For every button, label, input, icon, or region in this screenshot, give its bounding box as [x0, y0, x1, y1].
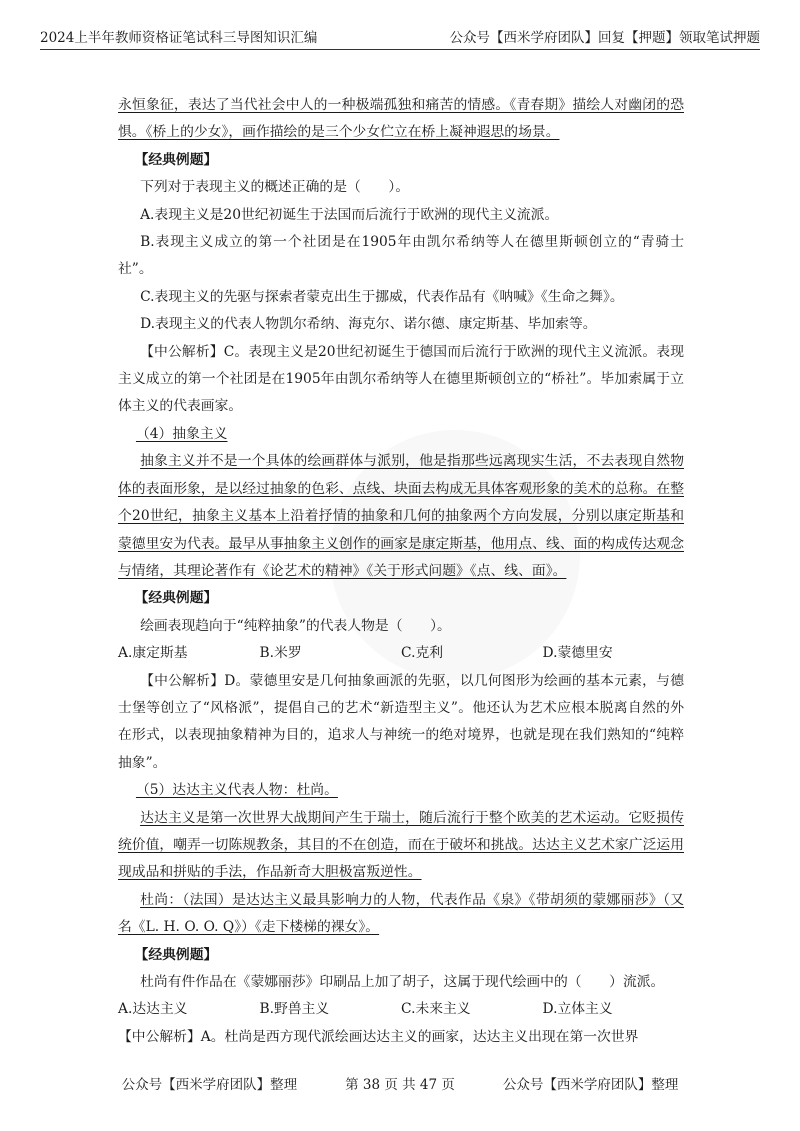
example1-analysis	[118, 339, 684, 421]
header-right: 公众号【西米学府团队】回复【押题】领取笔试押题	[449, 30, 760, 46]
example1-option-a: A.表现主义是20世纪初诞生于法国而后流行于欧洲的现代主义流派。	[140, 206, 559, 223]
example3-options	[118, 996, 684, 1023]
example2-option: A.康定斯基	[118, 645, 188, 662]
example2-option: B.米罗	[259, 645, 302, 662]
example-question-3: 杜尚有件作品在《蒙娜丽莎》印刷品上加了胡子，这属于现代绘画中的（ ）流派。	[140, 974, 665, 990]
section-4-title: （4）抽象主义	[135, 425, 228, 442]
example2-option: C.克利	[401, 645, 444, 662]
example-heading-1: 【经典例题】	[134, 151, 218, 168]
section-4-text: 抽象主义并不是一个具体的绘画群体与派别，他是指那些远离现实生活，不去表现自然物体的表面形象，是以经过抽象的色彩、点线、块面去构成无具体客观形象的美术的总称。在整个20世纪，抽象主义基本上沿着抒情的抽象和几何的抽象两个方向发展，分别以康定斯基和蒙德里安为代表。最早从事抽象主义创作的画家是康定斯基，他用点、线、面的构成传达观念与情绪，其理论著作有《论艺术的精神》《关于形式问题》《点、线、面》。	[118, 453, 684, 579]
page-number: 第 38 页 共 47 页	[345, 1077, 455, 1093]
footer-right: 公众号【西米学府团队】整理	[502, 1077, 679, 1093]
example2-option: D.蒙德里安	[542, 645, 613, 662]
section-5-text: 达达主义是第一次世界大战期间产生于瑞士，随后流行于整个欧美的艺术运动。它贬损传统价值，嘲弄一切陈规教条，其目的不在创造，而在于破坏和挑战。达达主义艺术家广泛运用现成品和拼贴的手法，作品新奇大胆极富叛逆性。	[118, 809, 684, 881]
section-5-title: （5）达达主义代表人物：杜尚。	[135, 782, 338, 799]
analysis-label: 【中公解析】	[140, 672, 225, 689]
example3-analysis	[118, 1024, 684, 1051]
duchamp-text: 杜尚：（法国）是达达主义最具影响力的人物，代表作品《泉》《带胡须的蒙娜丽莎》（又名《L. H. O. O. Q》）《走下楼梯的裸女》。	[118, 891, 684, 936]
example3-option: C.未来主义	[401, 1001, 471, 1018]
header-left: 2024上半年教师资格证笔试科三导图知识汇编	[40, 30, 318, 46]
analysis-text: D。蒙德里安是几何抽象画派的先驱，以几何图形为绘画的基本元素，与德士堡等创立了“风格派”，提倡自己的艺术“新造型主义”。他还认为艺术应根本脱离自然的外在形式，以表现抽象精神为目的，追求人与神统一的绝对境界，也就是现在我们熟知的“纯粹抽象”。	[118, 672, 685, 771]
footer-left: 公众号【西米学府团队】整理	[121, 1077, 298, 1093]
example3-option: B.野兽主义	[259, 1001, 330, 1018]
page-header	[40, 20, 760, 50]
example3-option: A.达达主义	[118, 1001, 188, 1018]
example1-option-c: C.表现主义的先驱与探索者蒙克出生于挪威，代表作品有《呐喊》《生命之舞》。	[140, 288, 624, 305]
example3-option: D.立体主义	[542, 1001, 613, 1018]
example2-options	[118, 640, 684, 667]
example-question-1: 下列对于表现主义的概述正确的是（ ）。	[140, 179, 410, 196]
example1-option-b: B.表现主义成立的第一个社团是在1905年由凯尔希纳等人在德里斯顿创立的“青骑士社”。	[118, 234, 684, 278]
analysis-text: A。杜尚是西方现代派绘画达达主义的画家，达达主义出现在第一次世界	[200, 1028, 639, 1045]
example-question-2: 绘画表现趋向于“纯粹抽象”的代表人物是（ ）。	[140, 617, 451, 634]
analysis-label: 【中公解析】	[140, 343, 224, 360]
paragraph-continuation: 永恒象征，表达了当代社会中人的一种极端孤独和痛苦的情感。《青春期》描绘人对幽闭的恐惧。《桥上的少女》，画作描绘的是三个少女伫立在桥上凝神遐思的场景。	[118, 97, 684, 141]
example2-analysis	[118, 668, 684, 778]
page-footer	[0, 1073, 800, 1093]
example1-option-d: D.表现主义的代表人物凯尔希纳、海克尔、诺尔德、康定斯基、毕加索等。	[140, 316, 597, 333]
analysis-text: C。表现主义是20世纪初诞生于德国而后流行于欧洲的现代主义流派。表现主义成立的第一个社团是在1905年由凯尔希纳等人在德里斯顿创立的“桥社”。毕加索属于立体主义的代表画家。	[118, 343, 684, 415]
page-content	[118, 92, 684, 1051]
analysis-label: 【中公解析】	[118, 1028, 201, 1045]
example-heading-2: 【经典例题】	[134, 590, 218, 607]
example-heading-3: 【经典例题】	[134, 946, 218, 963]
